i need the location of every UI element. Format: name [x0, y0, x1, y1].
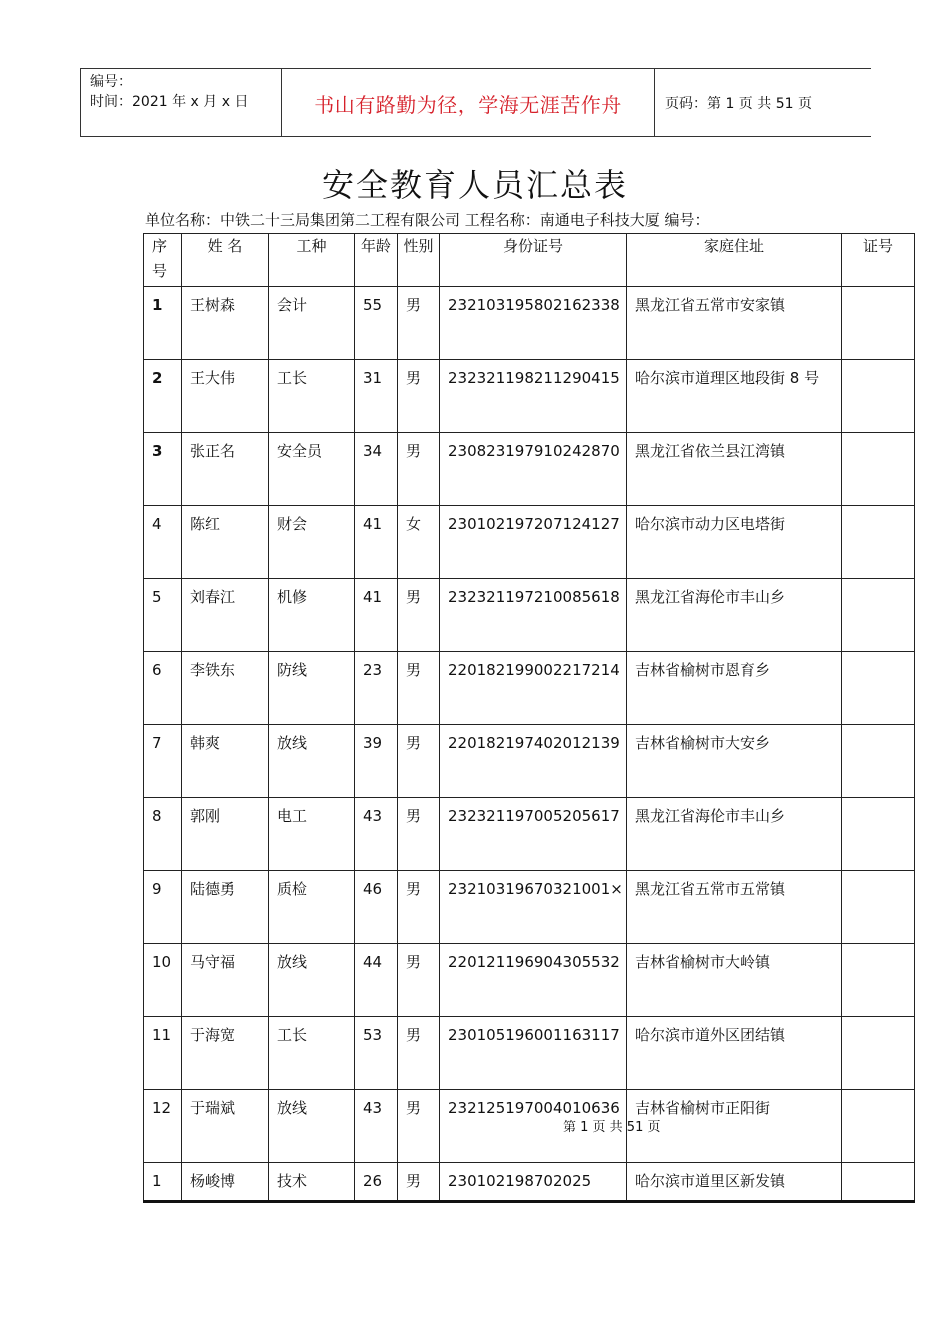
cell-address: 哈尔滨市动力区电塔街: [627, 506, 842, 579]
table-row: [144, 798, 915, 871]
cell-seq: 4: [144, 506, 182, 579]
cell-id: 232103195802162338: [440, 287, 627, 360]
cell-age: 26: [355, 1163, 398, 1202]
cell-age: 31: [355, 360, 398, 433]
table-row: [144, 433, 915, 506]
header-name: 姓 名: [182, 234, 269, 287]
cell-cert: [842, 579, 915, 652]
cell-job: 放线: [269, 944, 355, 1017]
cell-id: 230823197910242870: [440, 433, 627, 506]
cell-seq: 7: [144, 725, 182, 798]
cell-id: 23210319670321001×: [440, 871, 627, 944]
cell-job: 放线: [269, 1090, 355, 1163]
table-row: [144, 725, 915, 798]
cell-cert: [842, 360, 915, 433]
table-row: [144, 287, 915, 360]
cell-address: 黑龙江省海伦市丰山乡: [627, 579, 842, 652]
cell-cert: [842, 1163, 915, 1202]
cell-seq: 2: [144, 360, 182, 433]
cell-gender: 男: [398, 652, 440, 725]
cell-address: 黑龙江省五常市安家镇: [627, 287, 842, 360]
cell-gender: 男: [398, 579, 440, 652]
cell-seq: 9: [144, 871, 182, 944]
motto: 书山有路勤为径，学海无涯苦作舟: [314, 93, 622, 117]
cell-name: 刘春江: [182, 579, 269, 652]
cell-job: 技术: [269, 1163, 355, 1202]
header-address: 家庭住址: [627, 234, 842, 287]
table-row: [144, 1017, 915, 1090]
cell-address: 哈尔滨市道里区新发镇: [627, 1163, 842, 1202]
cell-id: 220182199002217214: [440, 652, 627, 725]
cell-seq: 3: [144, 433, 182, 506]
cell-seq: 10: [144, 944, 182, 1017]
document-header: [80, 68, 871, 137]
cell-id: 232321197210085618: [440, 579, 627, 652]
personnel-table: [143, 233, 915, 1203]
cell-id: 230102198702025: [440, 1163, 627, 1202]
table-row: [144, 579, 915, 652]
cell-gender: 男: [398, 798, 440, 871]
cell-gender: 男: [398, 1090, 440, 1163]
header-page-cell: [655, 69, 871, 136]
cell-name: 于海宽: [182, 1017, 269, 1090]
cell-job: 会计: [269, 287, 355, 360]
header-gender: 性别: [398, 234, 440, 287]
cell-name: 李铁东: [182, 652, 269, 725]
cell-gender: 女: [398, 506, 440, 579]
cell-name: 郭刚: [182, 798, 269, 871]
header-cert: 证号: [842, 234, 915, 287]
cell-gender: 男: [398, 871, 440, 944]
cell-seq: 8: [144, 798, 182, 871]
header-info-cell: [81, 69, 282, 136]
cell-address: 哈尔滨市道理区地段街 8 号: [627, 360, 842, 433]
cell-cert: [842, 944, 915, 1017]
header-id: 身份证号: [440, 234, 627, 287]
cell-age: 43: [355, 1090, 398, 1163]
cell-seq: 6: [144, 652, 182, 725]
cell-age: 39: [355, 725, 398, 798]
cell-age: 34: [355, 433, 398, 506]
header-motto-cell: [282, 69, 655, 136]
page-title: 安全教育人员汇总表: [321, 166, 628, 204]
cell-cert: [842, 871, 915, 944]
cell-gender: 男: [398, 1017, 440, 1090]
cell-age: 55: [355, 287, 398, 360]
cell-seq: 1: [144, 287, 182, 360]
cell-job: 放线: [269, 725, 355, 798]
table-header-row: [144, 234, 915, 287]
cell-name: 陆德勇: [182, 871, 269, 944]
cell-age: 44: [355, 944, 398, 1017]
cell-name: 韩爽: [182, 725, 269, 798]
cell-cert: [842, 506, 915, 579]
cell-gender: 男: [398, 725, 440, 798]
cell-address: 吉林省榆树市大岭镇: [627, 944, 842, 1017]
cell-address: 黑龙江省五常市五常镇: [627, 871, 842, 944]
cell-job: 电工: [269, 798, 355, 871]
cell-id: 230102197207124127: [440, 506, 627, 579]
cell-job: 防线: [269, 652, 355, 725]
cell-age: 46: [355, 871, 398, 944]
cell-address: 吉林省榆树市恩育乡: [627, 652, 842, 725]
cell-cert: [842, 1090, 915, 1163]
cell-seq: 12: [144, 1090, 182, 1163]
cell-id: 230105196001163117: [440, 1017, 627, 1090]
cell-address: 黑龙江省海伦市丰山乡: [627, 798, 842, 871]
cell-name: 王大伟: [182, 360, 269, 433]
cell-job: 机修: [269, 579, 355, 652]
cell-gender: 男: [398, 287, 440, 360]
cell-id: 232125197004010636: [440, 1090, 627, 1163]
cell-job: 财会: [269, 506, 355, 579]
cell-id: 220121196904305532: [440, 944, 627, 1017]
table-row: [144, 652, 915, 725]
cell-gender: 男: [398, 360, 440, 433]
cell-cert: [842, 1017, 915, 1090]
cell-job: 安全员: [269, 433, 355, 506]
cell-age: 23: [355, 652, 398, 725]
cell-job: 质检: [269, 871, 355, 944]
table-row: [144, 360, 915, 433]
cell-job: 工长: [269, 1017, 355, 1090]
cell-age: 41: [355, 579, 398, 652]
table-row: [144, 506, 915, 579]
time-label: 时间：2021 年 x 月 x 日: [90, 94, 249, 110]
page-info: 页码：第 1 页 共 51 页: [665, 96, 812, 112]
cell-age: 43: [355, 798, 398, 871]
cell-age: 41: [355, 506, 398, 579]
cell-name: 王树森: [182, 287, 269, 360]
cell-id: 220182197402012139: [440, 725, 627, 798]
cell-age: 53: [355, 1017, 398, 1090]
header-job: 工种: [269, 234, 355, 287]
cell-seq: 11: [144, 1017, 182, 1090]
cell-id: 232321197005205617: [440, 798, 627, 871]
table-row: [144, 1163, 915, 1202]
header-seq: 序号: [144, 234, 182, 287]
cell-name: 于瑞斌: [182, 1090, 269, 1163]
cell-gender: 男: [398, 1163, 440, 1202]
cell-address: 黑龙江省依兰县江湾镇: [627, 433, 842, 506]
header-age: 年龄: [355, 234, 398, 287]
table-row: [144, 944, 915, 1017]
cell-address: 哈尔滨市道外区团结镇: [627, 1017, 842, 1090]
serial-label: 编号：: [90, 74, 132, 90]
unit-line: 单位名称：中铁二十三局集团第二工程有限公司 工程名称：南通电子科技大厦 编号：: [145, 211, 710, 229]
table-row: [144, 871, 915, 944]
cell-name: 杨峻博: [182, 1163, 269, 1202]
cell-gender: 男: [398, 433, 440, 506]
cell-job: 工长: [269, 360, 355, 433]
cell-cert: [842, 798, 915, 871]
cell-gender: 男: [398, 944, 440, 1017]
cell-name: 陈红: [182, 506, 269, 579]
cell-cert: [842, 433, 915, 506]
page-footer: 第 1 页 共 51 页: [563, 1120, 661, 1135]
cell-name: 张正名: [182, 433, 269, 506]
cell-cert: [842, 287, 915, 360]
cell-seq: 5: [144, 579, 182, 652]
cell-cert: [842, 652, 915, 725]
table-row: [144, 1090, 915, 1163]
cell-address: 吉林省榆树市正阳街: [627, 1090, 842, 1163]
cell-name: 马守福: [182, 944, 269, 1017]
cell-address: 吉林省榆树市大安乡: [627, 725, 842, 798]
cell-cert: [842, 725, 915, 798]
cell-seq: 1: [144, 1163, 182, 1202]
cell-id: 232321198211290415: [440, 360, 627, 433]
